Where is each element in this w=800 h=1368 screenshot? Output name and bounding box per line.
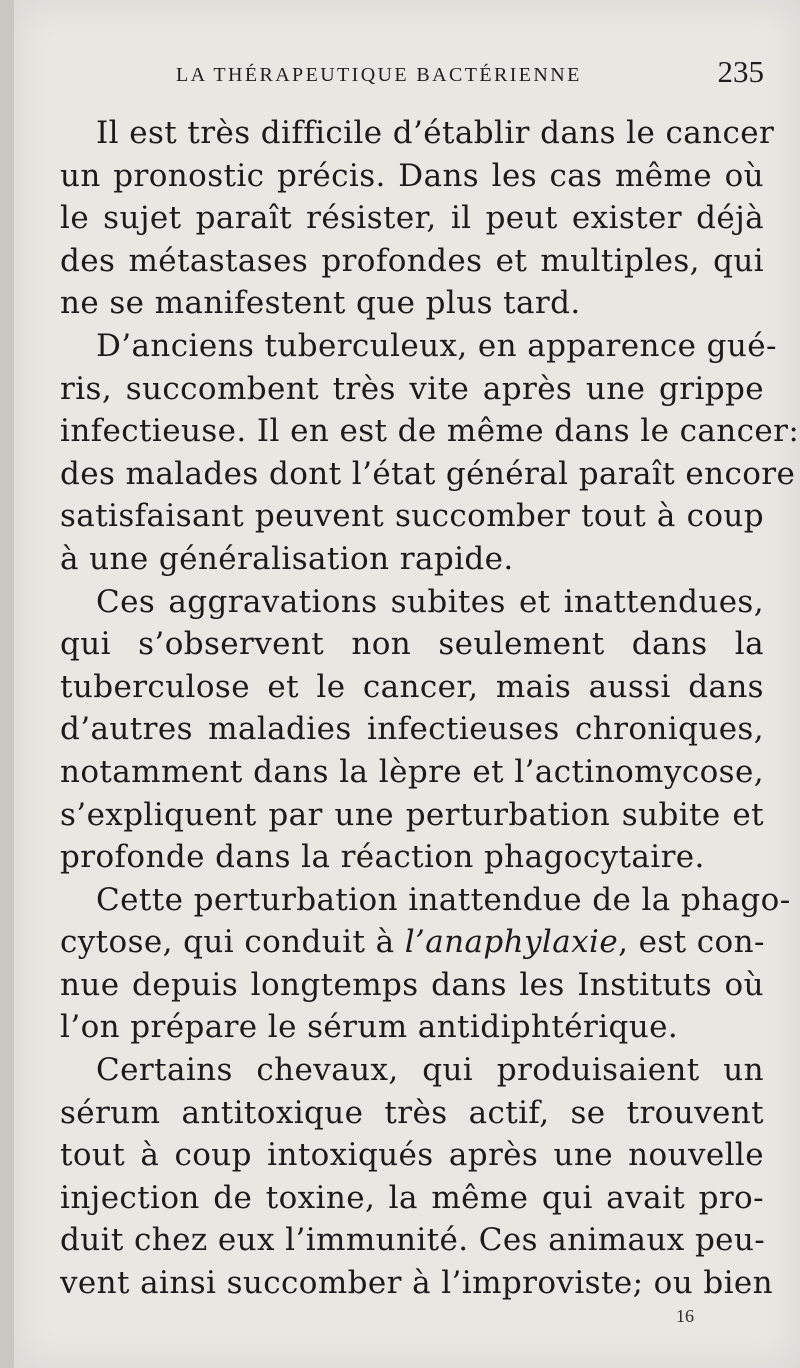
text-segment: ris, succombent très vite après une grippe bbox=[60, 370, 764, 407]
text-segment: cytose, qui conduit à bbox=[60, 924, 405, 961]
text-line bbox=[60, 410, 800, 453]
text-segment: le sujet paraît résister, il peut exister déjà bbox=[60, 200, 764, 237]
text-segment: Certains chevaux, qui produisaient un bbox=[96, 1052, 764, 1089]
text-line bbox=[60, 1134, 764, 1177]
text-line bbox=[60, 581, 764, 624]
text-segment: notamment dans la lèpre et l’actinomycose, bbox=[60, 753, 764, 790]
text-segment: tuberculose et le cancer, mais aussi dans bbox=[60, 668, 764, 705]
text-segment: infectieuse. Il en est de même dans le cancer: bbox=[60, 413, 800, 450]
text-segment: sérum antitoxique très actif, se trouvent bbox=[60, 1094, 764, 1131]
text-line bbox=[60, 794, 764, 837]
text-line bbox=[60, 1092, 764, 1135]
running-head bbox=[164, 54, 774, 94]
text-line bbox=[60, 368, 764, 411]
text-segment: un pronostic précis. Dans les cas même où bbox=[60, 157, 764, 194]
signature-mark: 16 bbox=[676, 1306, 694, 1326]
page-number: 235 bbox=[717, 54, 764, 89]
text-line bbox=[60, 1006, 764, 1049]
text-line bbox=[60, 282, 764, 325]
text-line bbox=[60, 708, 764, 751]
text-segment: profonde dans la réaction phagocytaire. bbox=[60, 839, 705, 876]
text-line bbox=[60, 836, 764, 879]
text-line bbox=[60, 453, 796, 496]
text-segment: qui s’observent non seulement dans la bbox=[60, 626, 764, 663]
text-segment: à une généralisation rapide. bbox=[60, 540, 514, 577]
text-segment: s’expliquent par une perturbation subite et bbox=[60, 796, 764, 833]
text-segment: nue depuis longtemps dans les Instituts où bbox=[60, 966, 764, 1003]
text-line bbox=[60, 879, 791, 922]
text-line bbox=[60, 666, 764, 709]
text-line bbox=[60, 1177, 764, 1220]
text-line bbox=[60, 325, 777, 368]
text-line bbox=[60, 240, 764, 283]
text-line bbox=[60, 1049, 764, 1092]
text-line bbox=[60, 623, 764, 666]
text-line bbox=[60, 1219, 764, 1262]
text-segment: ne se manifestent que plus tard. bbox=[60, 285, 581, 322]
text-segment: , est con- bbox=[618, 924, 765, 961]
text-line bbox=[60, 155, 764, 198]
text-line bbox=[60, 197, 764, 240]
body-text bbox=[60, 112, 800, 1305]
text-segment: vent ainsi succomber à l’improviste; ou bien bbox=[60, 1265, 774, 1302]
text-segment: des malades dont l’état général paraît encore bbox=[60, 455, 796, 492]
text-line bbox=[60, 495, 764, 538]
text-line bbox=[60, 964, 764, 1007]
running-title: LA THÉRAPEUTIQUE BACTÉRIENNE bbox=[176, 64, 582, 86]
page-gutter bbox=[0, 0, 14, 1368]
text-segment: l’on prépare le sérum antidiphtérique. bbox=[60, 1009, 679, 1046]
text-line bbox=[60, 751, 764, 794]
text-segment: Cette perturbation inattendue de la phago- bbox=[96, 881, 791, 918]
text-segment: d’autres maladies infectieuses chroniques, bbox=[60, 711, 764, 748]
text-line bbox=[60, 112, 775, 155]
text-segment: duit chez eux l’immunité. Ces animaux peu- bbox=[60, 1222, 766, 1259]
text-line bbox=[60, 921, 764, 964]
text-segment: injection de toxine, la même qui avait pro- bbox=[60, 1179, 764, 1216]
text-segment: tout à coup intoxiqués après une nouvelle bbox=[60, 1137, 764, 1174]
text-segment: Ces aggravations subites et inattendues, bbox=[96, 583, 764, 620]
text-line bbox=[60, 1262, 774, 1305]
text-segment: Il est très difficile d’établir dans le cancer bbox=[96, 115, 775, 151]
text-line bbox=[60, 538, 764, 581]
text-segment: des métastases profondes et multiples, qui bbox=[60, 242, 764, 279]
book-page bbox=[14, 0, 800, 1368]
italic-term: l’anaphylaxie bbox=[404, 924, 619, 961]
text-segment: D’anciens tuberculeux, en apparence gué- bbox=[96, 327, 777, 364]
text-segment: satisfaisant peuvent succomber tout à coup bbox=[60, 498, 764, 535]
